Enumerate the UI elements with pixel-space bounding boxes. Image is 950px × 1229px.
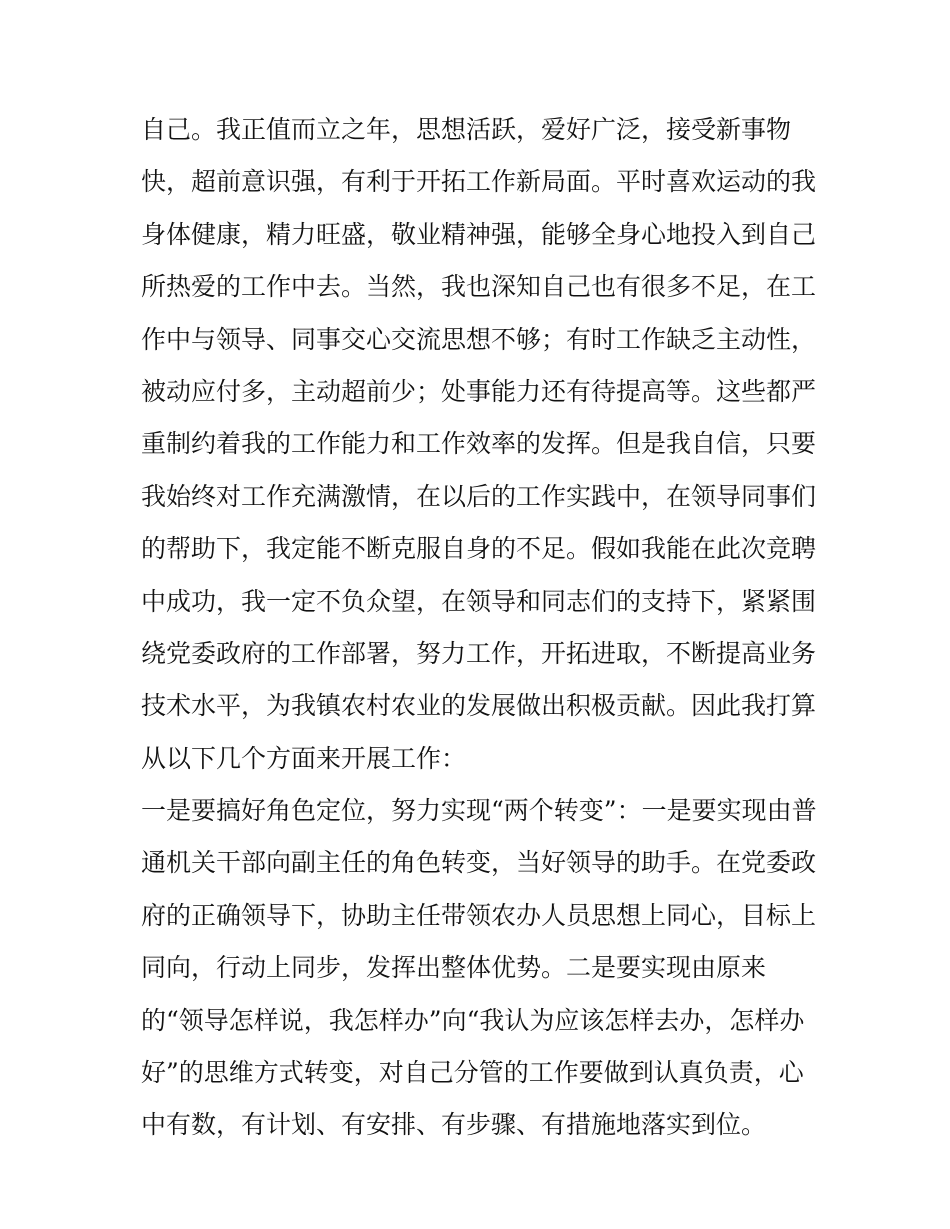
text-line: 我始终对工作充满激情，在以后的工作实践中，在领导同事们 xyxy=(141,481,817,511)
text-line: 绕党委政府的工作部署，努力工作，开拓进取，不断提高业务 xyxy=(141,638,817,668)
text-line: 从以下几个方面来开展工作： xyxy=(141,743,467,773)
text-line: 自己。我正值而立之年，思想活跃，爱好广泛，接受新事物 xyxy=(141,115,792,144)
text-line: 中成功，我一定不负众望，在领导和同志们的支持下，紧紧围 xyxy=(141,586,817,616)
text-line: 被动应付多，主动超前少；处事能力还有待提高等。这些都严 xyxy=(141,376,817,406)
text-line: 一是要搞好角色定位，努力实现“两个转变”：一是要实现由普 xyxy=(141,796,817,826)
text-line: 重制约着我的工作能力和工作效率的发挥。但是我自信，只要 xyxy=(141,429,817,459)
text-line: 好”的思维方式转变，对自己分管的工作要做到认真负责，心 xyxy=(141,1058,804,1088)
text-line: 技术水平，为我镇农村农业的发展做出积极贡献。因此我打算 xyxy=(141,691,817,721)
text-line: 快，超前意识强，有利于开拓工作新局面。平时喜欢运动的我 xyxy=(141,167,817,197)
text-line: 所热爱的工作中去。当然，我也深知自己也有很多不足，在工 xyxy=(141,272,817,302)
text-line: 身体健康，精力旺盛，敬业精神强，能够全身心地投入到自己 xyxy=(141,219,817,249)
document-body xyxy=(141,108,821,1156)
text-line: 的“领导怎样说，我怎样办”向“我认为应该怎样去办，怎样办 xyxy=(141,1005,805,1035)
text-line: 通机关干部向副主任的角色转变，当好领导的助手。在党委政 xyxy=(141,848,817,878)
text-line: 同向，行动上同步，发挥出整体优势。二是要实现由原来 xyxy=(141,953,767,983)
text-line: 的帮助下，我定能不断克服自身的不足。假如我能在此次竞聘 xyxy=(141,534,817,564)
text-line: 中有数，有计划、有安排、有步骤、有措施地落实到位。 xyxy=(141,1110,767,1140)
text-line: 府的正确领导下，协助主任带领农办人员思想上同心，目标上 xyxy=(141,900,817,930)
text-line: 作中与领导、同事交心交流思想不够；有时工作缺乏主动性， xyxy=(141,324,817,354)
